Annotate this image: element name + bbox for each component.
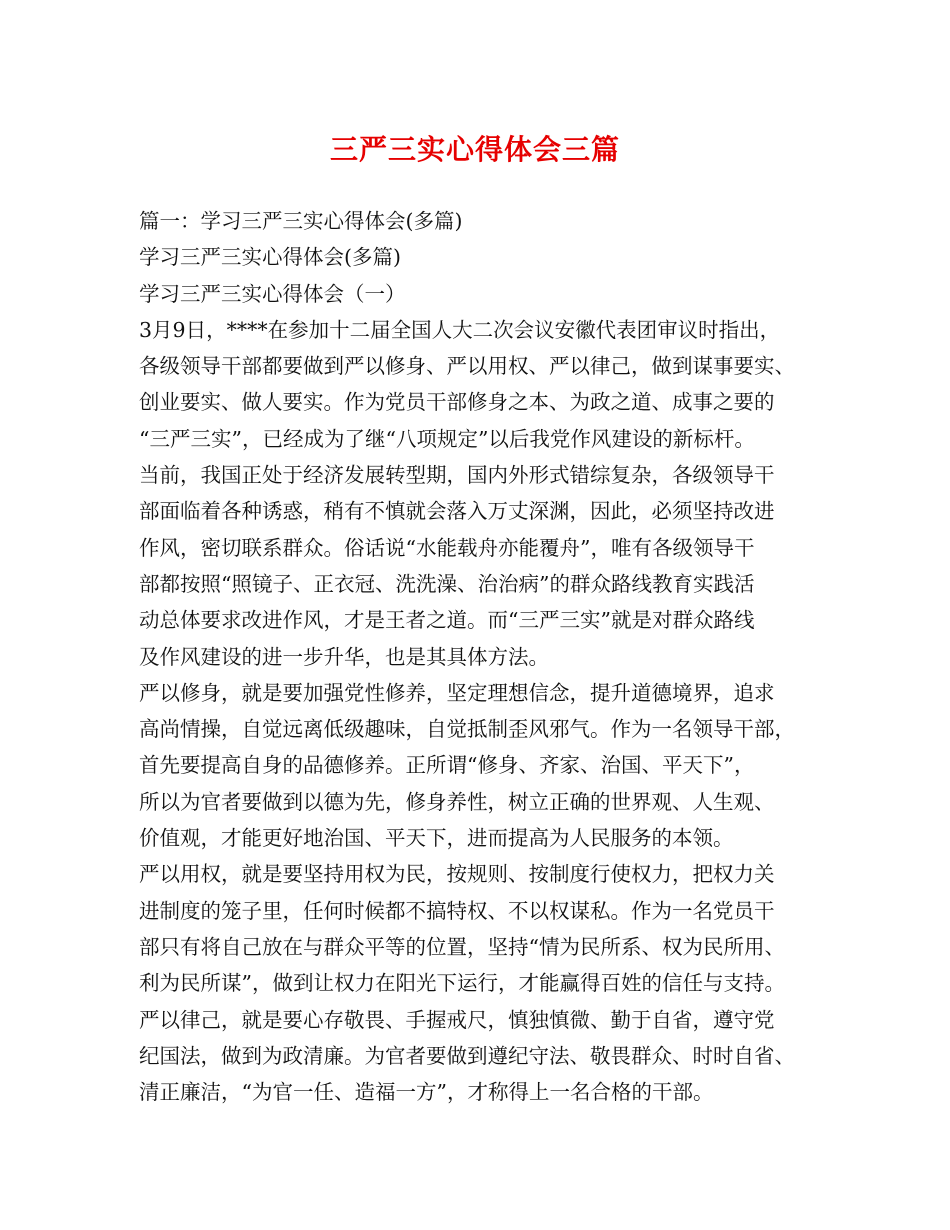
text-line: 3月9日，****在参加十二届全国人大二次会议安徽代表团审议时指出， [139,317,781,342]
text-line: 创业要实、做人要实。作为党员干部修身之本、为政之道、成事之要的 [139,390,775,415]
text-line: 严以律己，就是要心存敬畏、手握戒尺，慎独慎微、勤于自省，遵守党 [139,1007,775,1032]
text-line: 作风，密切联系群众。俗话说“水能载舟亦能覆舟”，唯有各级领导干 [139,535,755,560]
document-title: 三严三实心得体会三篇 [329,133,620,166]
text-line: 高尚情操，自觉远离低级趣味，自觉抵制歪风邪气。作为一名领导干部， [139,717,795,742]
text-line: “三严三实”，已经成为了继“八项规定”以后我党作风建设的新标杆。 [139,426,755,451]
text-line: 动总体要求改进作风，才是王者之道。而“三严三实”就是对群众路线 [139,608,755,633]
text-line: 严以用权，就是要坚持用权为民，按规则、按制度行使权力，把权力关 [139,862,775,887]
text-line: 部只有将自己放在与群众平等的位置，坚持“情为民所系、权为民所用、 [139,934,785,959]
text-line: 所以为官者要做到以德为先，修身养性，树立正确的世界观、人生观、 [139,789,775,814]
text-line: 及作风建设的进一步升华，也是其具体方法。 [139,644,549,669]
text-line: 各级领导干部都要做到严以修身、严以用权、严以律己，做到谋事要实、 [139,354,795,379]
text-line: 学习三严三实心得体会(多篇) [139,245,401,270]
text-line: 首先要提高自身的品德修养。正所谓“修身、齐家、治国、平天下”， [139,753,755,778]
text-line: 部面临着各种诱惑，稍有不慎就会落入万丈深渊，因此，必须坚持改进 [139,499,775,524]
document-body [139,203,829,1110]
text-line: 严以修身，就是要加强党性修养，坚定理想信念，提升道德境界，追求 [139,680,775,705]
text-line: 进制度的笼子里，任何时候都不搞特权、不以权谋私。作为一名党员干 [139,898,775,923]
text-line: 清正廉洁，“为官一任、造福一方”，才称得上一名合格的干部。 [139,1080,714,1105]
text-line: 部都按照“照镜子、正衣冠、洗洗澡、治治病”的群众路线教育实践活 [139,571,755,596]
text-line: 利为民所谋”，做到让权力在阳光下运行，才能赢得百姓的信任与支持。 [139,971,785,996]
text-line: 纪国法，做到为政清廉。为官者要做到遵纪守法、敬畏群众、时时自省、 [139,1043,795,1068]
text-line: 价值观，才能更好地治国、平天下，进而提高为人民服务的本领。 [139,826,734,851]
text-line: 学习三严三实心得体会（一） [139,281,406,306]
text-line: 当前，我国正处于经济发展转型期，国内外形式错综复杂，各级领导干 [139,463,775,488]
text-line: 篇一：学习三严三实心得体会(多篇) [139,209,463,233]
